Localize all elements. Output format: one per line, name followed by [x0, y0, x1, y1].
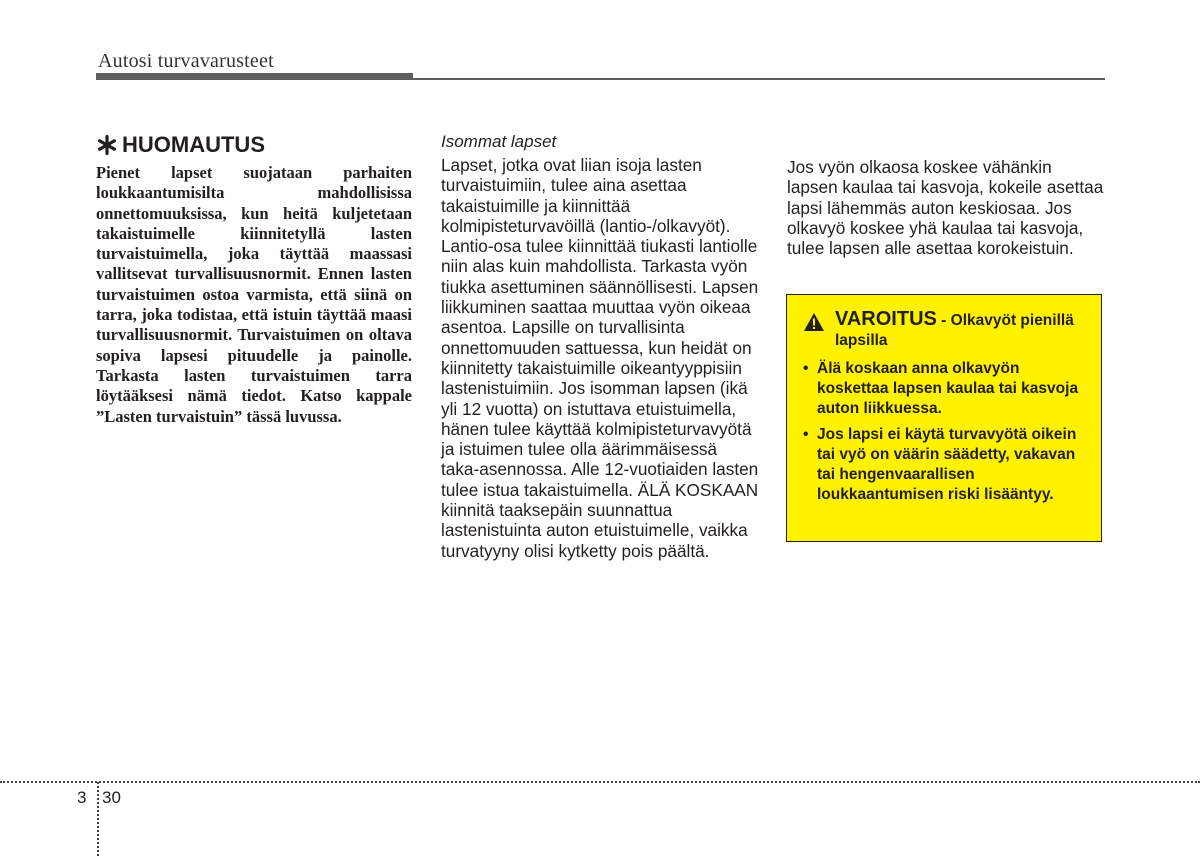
chapter-number: 3: [77, 788, 87, 807]
warning-title-main: VAROITUS: [835, 308, 937, 330]
older-children-continued: Jos vyön olkaosa koskee vähänkin lapsen kaulaa tai kasvoja, kokeile asettaa lapsi lähemmäs auton keskiosaa. Jos olkavyö koskee yhä kaulaa tai kasvoja, tulee lapsen alle asettaa korokeistuin.: [787, 157, 1104, 259]
header-rule-thick: [96, 73, 413, 80]
bullet-icon: •: [803, 426, 809, 444]
warning-item-text: Älä koskaan anna olkavyön koskettaa lapsen kaulaa tai kasvoja auton liikkuessa.: [817, 360, 1079, 417]
warning-title: [803, 309, 1089, 351]
older-children-column: [441, 131, 759, 561]
warning-item: [803, 425, 1089, 504]
page-number: 30: [102, 788, 121, 807]
warning-item-text: Jos lapsi ei käytä turvavyötä oikein tai vyö on väärin säädetty, vakavan tai hengenvaarallisen loukkaantumisen riski lisääntyy.: [817, 426, 1077, 503]
warning-list: [803, 359, 1089, 505]
note-heading-text: HUOMAUTUS: [122, 132, 265, 157]
note-heading: [96, 131, 412, 159]
asterisk-icon: [96, 134, 118, 156]
warning-box: [786, 294, 1102, 542]
warning-item: [803, 359, 1089, 418]
section-subheading: Isommat lapset: [441, 132, 557, 151]
note-body: Pienet lapset suojataan parhaiten loukkaantumisilta mahdollisissa onnettomuuksissa, kun heitä kuljetetaan takaistuimelle kiinnitetyllä lasten turvaistuimella, joka täyttää maassasi vallitsevat turvallisuusnormit. Ennen lasten turvaistuimen ostoa varmista, että siinä on tarra, joka todistaa, että istuin täyttää maasi turvallisuusnormit. Turvaistuimen on oltava sopiva lapsesi pituudelle ja painolle. Tarkasta lasten turvaistuimen tarra löytääksesi nämä tiedot. Katso kappale ”Lasten turvaistuin” tässä luvussa.: [96, 163, 412, 426]
footer-vertical-divider: [97, 782, 99, 856]
continued-column: [787, 157, 1105, 258]
footer-divider: [0, 781, 1200, 783]
warning-title-text: [835, 309, 1089, 351]
bullet-icon: •: [803, 360, 809, 377]
header-rule-thin: [413, 78, 1105, 80]
warning-title-subtitle: - Olkavyöt pienillä lapsilla: [835, 312, 1074, 349]
warning-triangle-icon: [803, 312, 825, 332]
older-children-body: Lapset, jotka ovat liian isoja lasten turvaistuimiin, tulee aina asettaa takaistuimille ja kiinnittää kolmipisteturvavöillä (lantio-/olkavyöt). Lantio-osa tulee kiinnittää tiukasti lantiolle niin alas kuin mahdollista. Tarkasta vyön tiukka asettuminen säännöllisesti. Lapsen liikkuminen saattaa muuttaa vyön oikeaa asentoa. Lapsille on turvallisinta onnettomuuden sattuessa, kun heidät on kiinnitetty takaistuimille oikeantyyppisiin lastenistuimiin. Jos isomman lapsen (ikä yli 12 vuotta) on istuttava etuistuimella, hänen tulee käyttää kolmipisteturvavyötä ja istuimen tulee olla äärimmäisessä taka-asennossa. Alle 12-vuotiaiden lasten tulee istua takaistuimella. ÄLÄ KOSKAAN kiinnitä taaksepäin suunnattua lastenistuinta auton etuistuimelle, vaikka turvatyyny olisi kytketty pois päältä.: [441, 155, 759, 561]
page-header-title: Autosi turvavarusteet: [98, 50, 274, 72]
note-column: [96, 131, 412, 427]
